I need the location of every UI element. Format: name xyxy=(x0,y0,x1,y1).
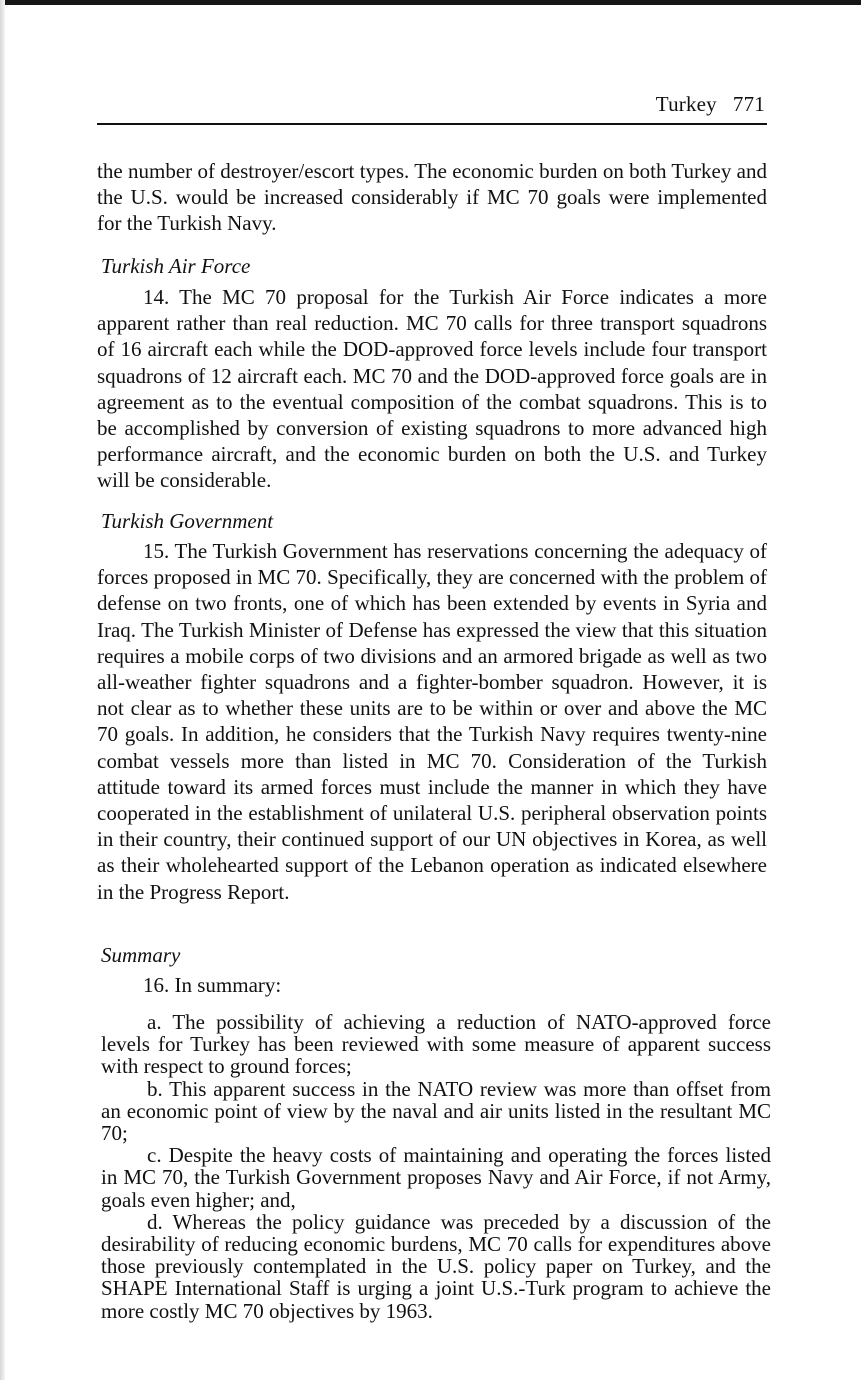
paragraph-15: 15. The Turkish Government has reservations concerning the adequacy of forces proposed in MC 70. Specifically, they are concerned with the problem of defense on two fronts, one of which has been extended by events in Syria and Iraq. The Turkish Minister of Defense has expressed the view that this situation requires a mobile corps of two divisions and an armored brigade as well as two all-weather fighter squadrons and a fighter-bomber squadron. However, it is not clear as to whether these units are to be within or over and above the MC 70 goals. In addition, he considers that the Turkish Navy requires twenty-nine combat vessels more than listed in MC 70. Consideration of the Turkish attitude toward its armed forces must include the manner in which they have cooperated in the establishment of unilateral U.S. peripheral observation points in their country, their continued support of our UN objectives in Korea, as well as their wholehearted support of the Lebanon operation as indicated elsewhere in the Progress Report. xyxy=(97,539,767,904)
list-item: a. The possibility of achieving a reduction of NATO-approved force levels for Turkey has been reviewed with some measure of apparent success with respect to ground forces; xyxy=(101,1010,771,1079)
running-head xyxy=(97,92,767,124)
summary-list xyxy=(101,1011,771,1322)
scan-edge-top xyxy=(0,0,861,5)
paragraph-14: 14. The MC 70 proposal for the Turkish Air Force indicates a more apparent rather than real reduction. MC 70 calls for three transport squadrons of 16 aircraft each while the DOD-approved force levels include four transport squadrons of 12 aircraft each. MC 70 and the DOD-approved force goals are in agreement as to the eventual composition of the combat squadrons. This is to be accomplished by conversion of existing squadrons to more advanced high performance aircraft, and the economic burden on both the U.S. and Turkey will be considerable. xyxy=(97,285,767,493)
section-heading-air-force: Turkish Air Force xyxy=(101,254,251,278)
list-item: d. Whereas the policy guidance was preceded by a discussion of the desirability of reducing economic burdens, MC 70 calls for expenditures above those previously contemplated in the U.S. policy paper on Turkey, and the SHAPE International Staff is urging a joint U.S.-Turk program to achieve the more costly MC 70 objectives by 1963. xyxy=(101,1209,771,1323)
paragraph-15-block xyxy=(97,538,767,905)
paragraph-14-block xyxy=(97,284,767,494)
scan-edge-left xyxy=(0,0,5,1380)
paragraph-16-block xyxy=(97,972,767,998)
page-number: 771 xyxy=(732,92,765,116)
list-item: b. This apparent success in the NATO review was more than offset from an economic point of view by the naval and air units listed in the resultant MC 70; xyxy=(101,1076,771,1146)
section-heading-government: Turkish Government xyxy=(101,509,274,533)
running-head-title: Turkey xyxy=(655,92,717,116)
header-rule xyxy=(97,123,767,125)
section-heading-summary: Summary xyxy=(101,943,181,967)
carryover-paragraph: the number of destroyer/escort types. The economic burden on both Turkey and the U.S. would be increased considerably if MC 70 goals were implemented for the Turkish Navy. xyxy=(97,159,767,236)
list-item: c. Despite the heavy costs of maintaining and operating the forces listed in MC 70, the Turkish Government proposes Navy and Air Force, if not Army, goals even higher; and, xyxy=(101,1143,771,1212)
paragraph-16-intro: 16. In summary: xyxy=(143,973,282,997)
carryover-paragraph-block xyxy=(97,158,767,237)
